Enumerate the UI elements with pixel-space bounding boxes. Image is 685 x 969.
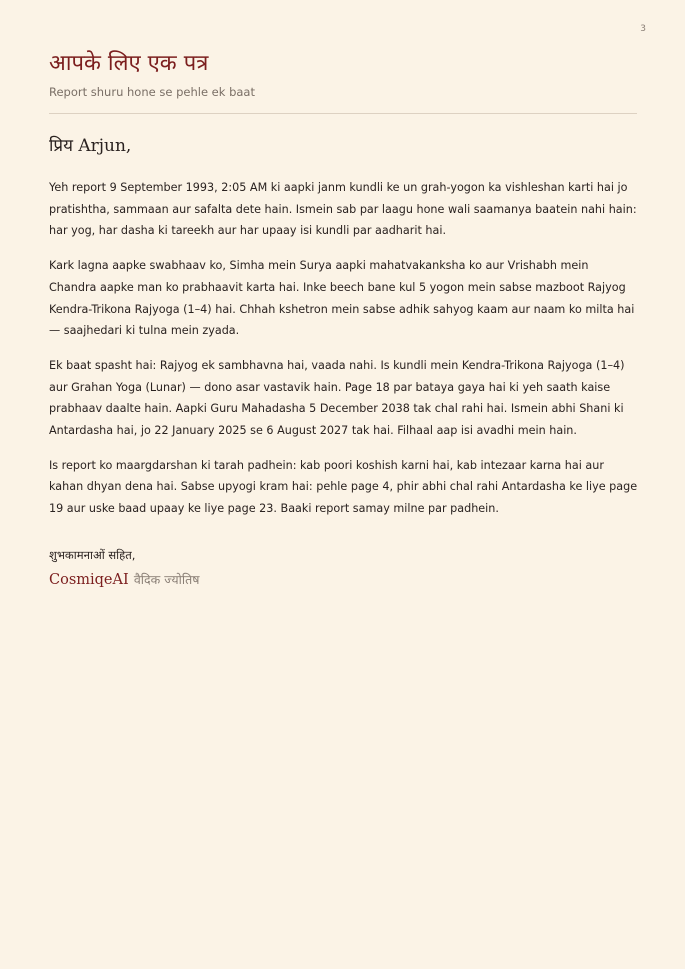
letter-paragraph: Is report ko maargdarshan ki tarah padhein: kab poori koshish karni hai, kab intezaar karna hai aur kahan dhyan dena hai. Sabse upyogi kram hai: pehle page 4, phir abhi chal rahi Antardasha ke liye page 19 aur uske baad upaay ke liye page 23. Baaki report samay milne par padhein. [49,458,638,516]
header-divider [49,113,637,114]
closing-line: शुभकामनाओं सहित, [49,548,136,562]
brand-tagline: वैदिक ज्योतिष [133,572,200,587]
letter-paragraph: Yeh report 9 September 1993, 2:05 AM ki aapki janm kundli ke un grah-yogon ka vishleshan karti hai jo pratishtha, sammaan aur safalta dete hain. Ismein sab par laagu hone wali saamanya baatein nahi hain: har yog, har dasha ki tareekh aur har upaay isi kundli par aadharit hai. [49,181,637,238]
letter-paragraph: Ek baat spasht hai: Rajyog ek sambhavna hai, vaada nahi. Is kundli mein Kendra-Trikona Rajyoga (1–4) aur Grahan Yoga (Lunar) — dono asar vastavik hain. Page 18 par bataya gaya hai ki yeh saath kaise prabhaav daalte hain. Aapki Guru Mahadasha 5 December 2038 tak chal rahi hai. Ismein abhi Shani ki Antardasha hai, jo 22 January 2025 se 6 August 2027 tak hai. Filhaal aap isi avadhi mein hain. [49,358,625,438]
letter-signoff [49,546,199,590]
page-number: 3 [640,24,646,34]
brand-name: CosmiqeAI [49,572,129,588]
signature [49,569,199,590]
page-subtitle: Report shuru hone se pehle ek baat [49,85,255,99]
letter-body [49,177,639,533]
letter-header [49,50,637,100]
letter-greeting: प्रिय Arjun, [49,136,132,156]
letter-paragraph: Kark lagna aapke swabhaav ko, Simha mein Surya aapki mahatvakanksha ko aur Vrishabh mein Chandra aapke man ko prabhaavit karta hai. Inke beech bane kul 5 yogon mein sabse mazboot Rajyog Kendra-Trikona Rajyoga (1–4) hai. Chhah kshetron mein sabse adhik sahyog kaam aur naam ko milta hai — saajhedari ki tulna mein zyada. [49,259,635,338]
page-title: आपके लिए एक पत्र [49,51,209,76]
